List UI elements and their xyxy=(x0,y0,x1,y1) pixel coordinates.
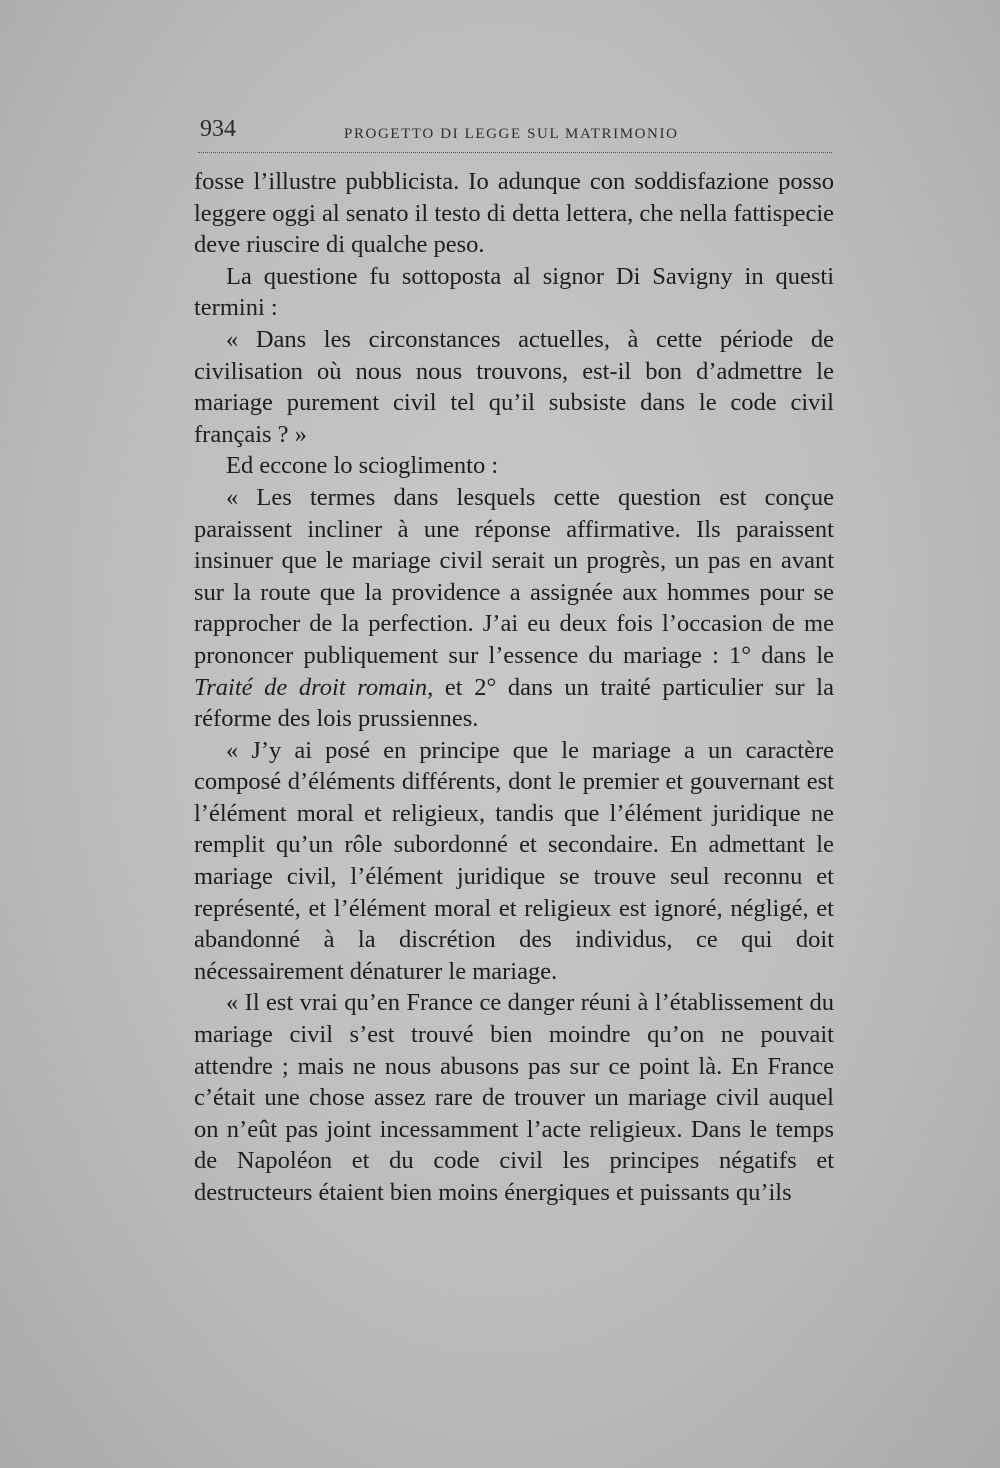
running-head: PROGETTO DI LEGGE SUL MATRIMONIO xyxy=(344,126,679,142)
page-number: 934 xyxy=(200,116,236,142)
quoted-paragraph: « J’y ai posé en principe que le mariage a un caractère composé d’éléments différents, dont le premier et gouvernant est l’élément moral et religieux, tandis que l’élément juridique ne remplit qu’un rôle subordonné et secondaire. En admettant le mariage civil, l’élément juridique se trouve seul reconnu et représenté, et l’élément moral et religieux est ignoré, négligé, et abandonné à la discrétion des individus, ce qui doit nécessairement dénaturer le mariage. xyxy=(194,736,834,985)
quoted-paragraph xyxy=(194,482,834,735)
page-header xyxy=(198,116,832,156)
quoted-paragraph: « Il est vrai qu’en France ce danger réuni à l’établissement du mariage civil s’est trouvé bien moindre qu’on ne pouvait attendre ; mais ne nous abusons pas sur ce point là. En France c’était une chose assez rare de trouver un mariage civil auquel on n’eût pas joint incessamment l’acte religieux. Dans le temps de Napoléon et du code civil les principes négatifs et destructeurs étaient bien moins énergiques et puissants qu’ils xyxy=(194,989,834,1206)
paragraph: La questione fu sottoposta al signor Di Savigny in questi termini : xyxy=(194,262,834,322)
text-run: « Les termes dans lesquels cette question est conçue paraissent incliner à une réponse affirmative. Ils paraissent insinuer que le mariage civil serait un progrès, un pas en avant sur la route que la providence a assignée aux hommes pour se rapprocher de la perfection. J’ai eu deux fois l’occasion de me prononcer publiquement sur l’essence du mariage : 1° dans le xyxy=(194,483,834,669)
paragraph-continuation: fosse l’illustre pubblicista. Io adunque con soddisfazione posso leggere oggi al senato il testo di detta lettera, che nella fattispecie deve riuscire di qualche peso. xyxy=(194,168,834,259)
paragraph: Ed eccone lo scioglimento : xyxy=(226,452,499,480)
body-text xyxy=(194,166,834,1209)
text-run: et 2° dans un traité particulier sur la réforme des lois prussiennes. xyxy=(194,673,834,733)
italic-title: Traité de droit romain, xyxy=(194,673,434,701)
header-rule xyxy=(198,152,832,153)
quoted-question: « Dans les circonstances actuelles, à cette période de civilisation où nous nous trouvons, est-il bon d’admettre le mariage purement civil tel qu’il subsiste dans le code civil français ? » xyxy=(194,325,834,448)
